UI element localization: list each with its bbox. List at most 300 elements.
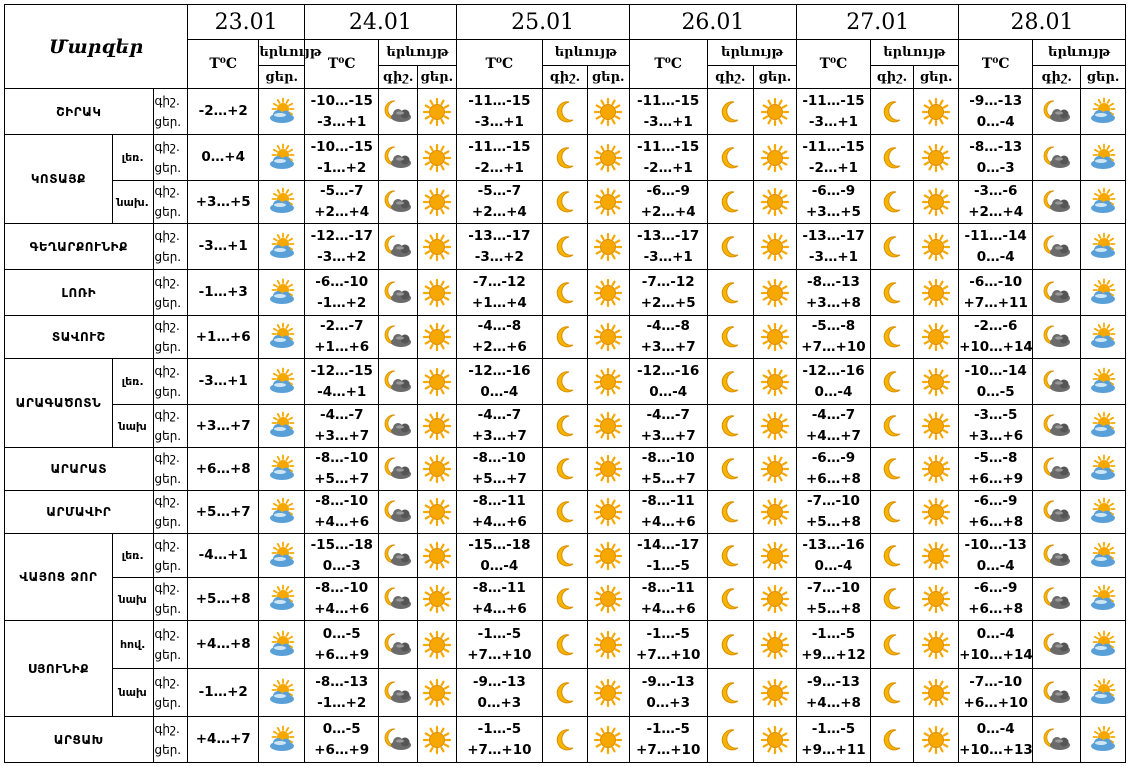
sun-icon <box>417 224 456 270</box>
moon-icon <box>543 405 588 448</box>
region-row <box>5 224 1126 270</box>
temp-range <box>456 181 542 224</box>
day-temp: +4…+6 <box>471 601 527 617</box>
day-temp: -1…-5 <box>646 557 690 574</box>
night-temp: -1…-5 <box>811 720 856 737</box>
sun-icon <box>587 224 629 270</box>
night-temp: -8…-11 <box>472 580 526 596</box>
moon-icon <box>543 717 588 763</box>
phenomenon-header: երևույթ <box>870 40 958 66</box>
night-temp: -13…-17 <box>637 227 700 244</box>
moon-cloud-icon <box>1033 224 1081 270</box>
region-name: ԼՈՌԻ <box>5 270 154 316</box>
day-temp: +3…+5 <box>806 204 861 220</box>
night-temp: -11…-15 <box>802 138 865 155</box>
night-temp: -6…-9 <box>973 493 1018 509</box>
moon-icon <box>707 316 753 359</box>
night-label: գիշ. <box>154 451 180 465</box>
night-temp: -1…-5 <box>477 720 522 737</box>
temp-range <box>456 448 542 491</box>
moon-icon <box>870 534 914 578</box>
night-temp: -1…-5 <box>811 625 856 642</box>
temp-range <box>305 181 379 224</box>
day-temp: 0…-4 <box>976 557 1015 574</box>
day-temp: -2…+1 <box>808 159 859 176</box>
moon-cloud-icon <box>379 534 418 578</box>
sun-cloud-icon <box>1081 135 1126 181</box>
night-temp: -8…-11 <box>641 493 695 509</box>
region-name: ՍՅՈՒՆԻՔ <box>5 621 113 717</box>
day-temp: +5…+8 <box>806 601 861 617</box>
night-header: գիշ. <box>870 66 914 89</box>
night-day-labels <box>153 491 188 534</box>
day-header: ցեր. <box>1081 66 1126 89</box>
moon-cloud-icon <box>1033 89 1081 135</box>
temp-range <box>305 578 379 621</box>
day-temp: 0…-4 <box>814 383 853 400</box>
night-temp: -8…-13 <box>807 273 860 290</box>
day-temp: 0…-4 <box>480 383 519 400</box>
moon-icon <box>543 491 588 534</box>
moon-cloud-icon <box>1033 621 1081 669</box>
sun-icon <box>753 491 797 534</box>
moon-cloud-icon <box>1033 717 1081 763</box>
temp-range: -3…+1 <box>188 224 259 270</box>
day-temp: -3…+1 <box>643 248 693 265</box>
temp-range <box>959 669 1033 717</box>
night-temp: -7…-10 <box>807 493 860 509</box>
temp-range <box>797 89 870 135</box>
night-temp: -13…-17 <box>468 227 531 244</box>
temp-range <box>305 448 379 491</box>
region-name: ԱՐԱԳԱԾՈՏՆ <box>5 359 113 448</box>
temp-range <box>305 270 379 316</box>
night-label: գիշ. <box>154 319 180 333</box>
sun-cloud-icon <box>259 270 305 316</box>
night-temp: -6…-10 <box>969 273 1023 290</box>
moon-cloud-icon <box>379 135 418 181</box>
night-temp: -2…-7 <box>319 318 364 334</box>
sun-icon <box>753 89 797 135</box>
day-temp: +9…+12 <box>801 646 866 663</box>
region-name: ՇԻՐԱԿ <box>5 89 154 135</box>
moon-icon <box>707 448 753 491</box>
temp-range <box>959 270 1033 316</box>
temp-range <box>629 448 707 491</box>
sun-cloud-icon <box>1081 717 1126 763</box>
moon-icon <box>707 89 753 135</box>
day-header: ցեր. <box>914 66 959 89</box>
moon-icon <box>543 270 588 316</box>
day-temp: +7…+10 <box>636 741 701 758</box>
region-row <box>5 316 1126 359</box>
sun-icon <box>587 621 629 669</box>
region-row <box>5 448 1126 491</box>
temp-range <box>629 181 707 224</box>
day-temp: +6…+8 <box>968 601 1024 617</box>
day-temp: +6…+9 <box>314 646 370 663</box>
day-label: ցեր. <box>154 695 182 710</box>
day-label: ցեր. <box>154 205 182 219</box>
moon-cloud-icon <box>379 578 418 621</box>
date-header: 25.01 <box>456 5 629 40</box>
sun-icon <box>914 181 959 224</box>
night-temp: -4…-7 <box>646 407 690 423</box>
moon-cloud-icon <box>379 359 418 405</box>
moon-icon <box>707 578 753 621</box>
night-temp: -7…-12 <box>472 273 526 290</box>
temp-range <box>797 359 870 405</box>
night-temp: -1…-5 <box>646 625 690 642</box>
night-label: գիշ. <box>154 93 180 108</box>
sun-icon <box>587 89 629 135</box>
temp-range <box>797 534 870 578</box>
sun-icon <box>417 405 456 448</box>
moon-icon <box>543 181 588 224</box>
night-day-labels <box>153 448 188 491</box>
temp-range <box>629 669 707 717</box>
day-temp: -1…+2 <box>317 294 367 311</box>
temp-range <box>305 224 379 270</box>
day-temp: +10…+14 <box>959 339 1033 355</box>
moon-icon <box>707 405 753 448</box>
sun-icon <box>417 89 456 135</box>
day-label: ցեր. <box>154 114 182 129</box>
sun-icon <box>914 491 959 534</box>
phenomenon-header: երևույթ <box>543 40 629 66</box>
temp-header: T⁰C <box>188 40 259 89</box>
moon-icon <box>870 621 914 669</box>
moon-icon <box>543 669 588 717</box>
temp-range <box>305 316 379 359</box>
day-temp: -3…+1 <box>808 113 859 130</box>
day-temp: +3…+7 <box>640 428 696 444</box>
moon-icon <box>870 181 914 224</box>
sun-icon <box>417 578 456 621</box>
night-temp: -10…-15 <box>310 138 373 155</box>
night-temp: 0…-5 <box>322 720 361 737</box>
night-temp: -4…-7 <box>811 407 856 423</box>
night-temp: -9…-13 <box>969 92 1023 109</box>
moon-icon <box>707 224 753 270</box>
subregion-name: նախ <box>112 669 153 717</box>
temp-range <box>629 316 707 359</box>
temp-range <box>629 534 707 578</box>
night-temp: -6…-9 <box>811 183 856 199</box>
sun-icon <box>417 669 456 717</box>
temp-range <box>629 578 707 621</box>
sun-icon <box>914 405 959 448</box>
night-temp: -8…-10 <box>315 493 369 509</box>
night-temp: -7…-10 <box>969 673 1023 690</box>
moon-cloud-icon <box>1033 181 1081 224</box>
day-temp: -2…+1 <box>643 159 693 176</box>
temp-header: T⁰C <box>959 40 1033 89</box>
night-temp: -11…-15 <box>637 92 700 109</box>
region-name: ԱՐՑԱԽ <box>5 717 154 763</box>
day-label: ցեր. <box>154 340 182 354</box>
date-header: 27.01 <box>797 5 959 40</box>
moon-cloud-icon <box>379 270 418 316</box>
region-row <box>5 534 1126 578</box>
sun-icon <box>587 181 629 224</box>
day-temp: +4…+6 <box>314 514 370 530</box>
night-temp: -6…-10 <box>315 273 369 290</box>
sun-icon <box>914 224 959 270</box>
day-label: ցեր. <box>154 647 182 662</box>
night-temp: -9…-13 <box>472 673 526 690</box>
day-temp: 0…-4 <box>814 557 853 574</box>
phenomenon-header: երևույթ <box>707 40 797 66</box>
temp-range <box>629 224 707 270</box>
night-day-labels <box>153 717 188 763</box>
night-label: գիշ. <box>154 581 180 595</box>
sun-cloud-icon <box>1081 578 1126 621</box>
night-temp: -12…-16 <box>468 362 531 379</box>
date-header: 26.01 <box>629 5 797 40</box>
day-temp: +5…+7 <box>640 471 696 487</box>
region-row <box>5 135 1126 181</box>
night-label: գիշ. <box>154 721 180 736</box>
temp-range: +6…+8 <box>188 448 259 491</box>
day-temp: +4…+6 <box>314 601 370 617</box>
sun-icon <box>587 534 629 578</box>
day-temp: +1…+4 <box>471 294 527 311</box>
moon-icon <box>543 135 588 181</box>
phenomenon-header: երևույթ <box>379 40 456 66</box>
night-day-labels <box>153 224 188 270</box>
sun-icon <box>753 621 797 669</box>
night-temp: -10…-13 <box>964 536 1027 553</box>
temp-range: -1…+3 <box>188 270 259 316</box>
day-temp: +4…+7 <box>806 428 861 444</box>
moon-icon <box>870 270 914 316</box>
moon-icon <box>543 534 588 578</box>
day-label: ցեր. <box>154 602 182 616</box>
temp-range <box>456 534 542 578</box>
temp-range <box>797 448 870 491</box>
moon-cloud-icon <box>1033 405 1081 448</box>
moon-icon <box>707 621 753 669</box>
temp-range <box>456 621 542 669</box>
temp-range: +4…+8 <box>188 621 259 669</box>
night-day-labels <box>153 181 188 224</box>
region-row <box>5 181 1126 224</box>
sun-icon <box>753 669 797 717</box>
day-temp: 0…-3 <box>976 159 1015 176</box>
region-row <box>5 621 1126 669</box>
moon-cloud-icon <box>1033 316 1081 359</box>
day-temp: -3…+2 <box>317 248 367 265</box>
night-label: գիշ. <box>154 408 180 422</box>
night-temp: -7…-10 <box>807 580 860 596</box>
night-temp: -13…-16 <box>802 536 865 553</box>
moon-icon <box>707 717 753 763</box>
day-label: ցեր. <box>154 249 182 264</box>
temp-range <box>959 181 1033 224</box>
sun-icon <box>587 270 629 316</box>
temp-range <box>959 224 1033 270</box>
day-label: ցեր. <box>154 384 182 399</box>
day-temp: +10…+13 <box>959 741 1033 758</box>
temp-range <box>456 89 542 135</box>
night-day-labels <box>153 578 188 621</box>
temp-range <box>456 578 542 621</box>
moon-icon <box>870 578 914 621</box>
night-temp: -11…-15 <box>637 138 700 155</box>
day-temp: +2…+5 <box>640 294 696 311</box>
temp-range <box>305 359 379 405</box>
day-temp: +3…+7 <box>640 339 696 355</box>
day-temp: +9…+11 <box>801 741 866 758</box>
night-label: գիշ. <box>154 274 180 289</box>
temp-range <box>959 717 1033 763</box>
day-temp: 0…-5 <box>976 383 1015 400</box>
day-temp: 0…-4 <box>976 248 1015 265</box>
temp-range <box>629 359 707 405</box>
temp-range <box>629 270 707 316</box>
night-temp: -8…-10 <box>315 580 369 596</box>
sun-icon <box>753 578 797 621</box>
day-temp: +6…+9 <box>968 471 1024 487</box>
sun-icon <box>914 316 959 359</box>
day-temp: +3…+7 <box>471 428 527 444</box>
sun-cloud-icon <box>259 491 305 534</box>
temp-range <box>797 181 870 224</box>
sun-cloud-icon <box>1081 405 1126 448</box>
temp-header: T⁰C <box>305 40 379 89</box>
day-temp: +5…+8 <box>806 514 861 530</box>
subregion-name: լեռ. <box>112 359 153 405</box>
day-temp: -3…+1 <box>643 113 693 130</box>
day-temp: 0…-4 <box>649 383 688 400</box>
night-temp: -1…-5 <box>646 720 690 737</box>
temp-range <box>456 669 542 717</box>
temp-range <box>797 669 870 717</box>
day-label: ցեր. <box>154 160 182 175</box>
night-temp: -4…-8 <box>477 318 522 334</box>
temp-range <box>456 405 542 448</box>
day-temp: -2…+1 <box>474 159 524 176</box>
night-temp: -5…-8 <box>973 450 1018 466</box>
night-temp: -8…-13 <box>969 138 1023 155</box>
region-name: ՎԱՅՈՑ ՁՈՐ <box>5 534 113 621</box>
region-name: ԱՐԱՐԱՏ <box>5 448 154 491</box>
day-label: ցեր. <box>154 558 182 573</box>
day-temp: +4…+6 <box>640 514 696 530</box>
sun-icon <box>587 448 629 491</box>
night-temp: -6…-9 <box>646 183 690 199</box>
night-header: գիշ. <box>543 66 588 89</box>
moon-icon <box>870 359 914 405</box>
night-temp: 0…-4 <box>976 625 1015 642</box>
day-temp: -3…+1 <box>317 113 367 130</box>
day-temp: +4…+6 <box>640 601 696 617</box>
sun-icon <box>587 669 629 717</box>
sun-icon <box>914 359 959 405</box>
temp-range <box>305 669 379 717</box>
temp-range <box>305 135 379 181</box>
night-header: գիշ. <box>379 66 418 89</box>
moon-cloud-icon <box>379 669 418 717</box>
moon-cloud-icon <box>1033 491 1081 534</box>
temp-range <box>305 405 379 448</box>
day-temp: 0…-3 <box>322 557 361 574</box>
sun-cloud-icon <box>1081 621 1126 669</box>
day-temp: 0…+3 <box>477 694 522 711</box>
temp-range: -1…+2 <box>188 669 259 717</box>
night-day-labels <box>153 270 188 316</box>
temp-header: T⁰C <box>797 40 870 89</box>
night-temp: -4…-7 <box>319 407 364 423</box>
region-row <box>5 669 1126 717</box>
sun-icon <box>587 717 629 763</box>
night-temp: -11…-15 <box>468 92 531 109</box>
sun-cloud-icon <box>1081 270 1126 316</box>
night-label: գիշ. <box>154 228 180 243</box>
moon-cloud-icon <box>1033 534 1081 578</box>
day-label: ցեր. <box>154 295 182 310</box>
day-temp: +4…+8 <box>806 694 861 711</box>
region-row <box>5 717 1126 763</box>
temp-range <box>629 717 707 763</box>
night-temp: -2…-6 <box>973 318 1018 334</box>
moon-icon <box>707 181 753 224</box>
night-temp: -4…-7 <box>477 407 522 423</box>
subregion-name: լեռ. <box>112 534 153 578</box>
night-day-labels <box>153 405 188 448</box>
sun-cloud-icon <box>259 669 305 717</box>
day-header: ցեր. <box>417 66 456 89</box>
sun-cloud-icon <box>1081 669 1126 717</box>
temp-range <box>797 717 870 763</box>
day-label: ցեր. <box>154 515 182 529</box>
temp-range <box>456 270 542 316</box>
moon-cloud-icon <box>1033 448 1081 491</box>
day-temp: -4…+1 <box>317 383 367 400</box>
moon-icon <box>543 578 588 621</box>
temp-range <box>456 135 542 181</box>
day-temp: +6…+9 <box>314 741 370 758</box>
moon-cloud-icon <box>379 405 418 448</box>
day-label: ցեր. <box>154 472 182 486</box>
sun-icon <box>753 270 797 316</box>
temp-range: +3…+7 <box>188 405 259 448</box>
day-temp: +2…+4 <box>640 204 696 220</box>
region-row <box>5 270 1126 316</box>
day-temp: -3…+1 <box>474 113 524 130</box>
temp-range <box>797 578 870 621</box>
day-temp: 0…+3 <box>646 694 690 711</box>
night-label: գիշ. <box>154 184 180 198</box>
sun-cloud-icon <box>1081 316 1126 359</box>
sun-cloud-icon <box>259 717 305 763</box>
subregion-name: նախ <box>112 578 153 621</box>
night-temp: -12…-17 <box>310 227 373 244</box>
night-label: գիշ. <box>154 537 180 552</box>
moon-icon <box>870 717 914 763</box>
sun-icon <box>587 359 629 405</box>
moon-icon <box>707 359 753 405</box>
day-temp: +7…+10 <box>636 646 701 663</box>
moon-cloud-icon <box>1033 270 1081 316</box>
moon-icon <box>543 448 588 491</box>
moon-cloud-icon <box>379 181 418 224</box>
moon-cloud-icon <box>379 621 418 669</box>
night-temp: -5…-7 <box>477 183 522 199</box>
subregion-name: նախ <box>112 405 153 448</box>
night-temp: -12…-16 <box>637 362 700 379</box>
